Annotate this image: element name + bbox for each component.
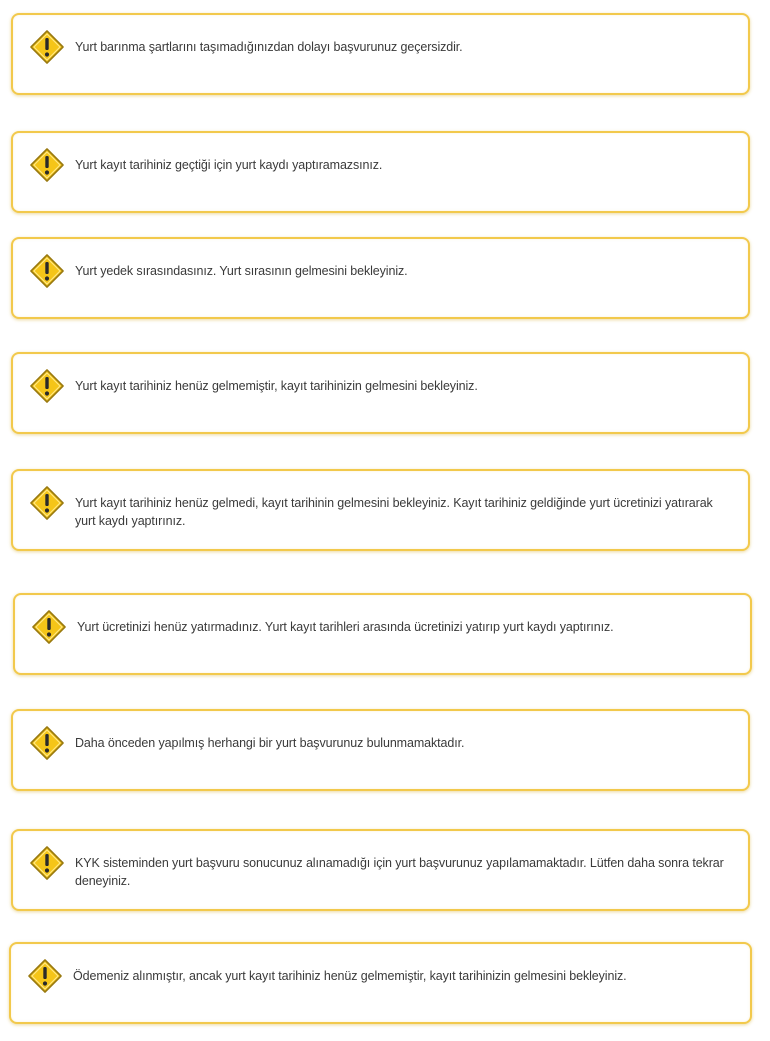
alert-box [11, 469, 750, 551]
alert-message: Daha önceden yapılmış herhangi bir yurt başvurunuz bulunmamaktadır. [75, 736, 465, 750]
alert-box [11, 709, 750, 791]
alert-box [11, 829, 750, 911]
alert-message: Yurt kayıt tarihiniz geçtiği için yurt kaydı yaptıramazsınız. [75, 158, 383, 172]
alert-box [13, 593, 752, 675]
alert-message: Ödemeniz alınmıştır, ancak yurt kayıt tarihiniz henüz gelmemiştir, kayıt tarihinizin gelmesini bekleyiniz. [73, 969, 627, 983]
warning-icon [31, 609, 67, 645]
alert-message: Yurt kayıt tarihiniz henüz gelmemiştir, kayıt tarihinizin gelmesini bekleyiniz. [75, 379, 478, 393]
warning-icon [29, 253, 65, 289]
alert-box [9, 942, 752, 1024]
alert-message: Yurt yedek sırasındasınız. Yurt sırasının gelmesini bekleyiniz. [75, 264, 408, 278]
warning-icon [29, 147, 65, 183]
alert-message: Yurt barınma şartlarını taşımadığınızdan dolayı başvurunuz geçersizdir. [75, 40, 463, 54]
warning-icon [29, 29, 65, 65]
warning-icon [29, 725, 65, 761]
warning-icon [29, 368, 65, 404]
alert-box [11, 131, 750, 213]
alert-message: KYK sisteminden yurt başvuru sonucunuz alınamadığı için yurt başvurunuz yapılamamaktadır. Lütfen daha sonra tekrar deneyiniz. [75, 856, 724, 888]
alert-box [11, 352, 750, 434]
alert-message: Yurt kayıt tarihiniz henüz gelmedi, kayıt tarihinin gelmesini bekleyiniz. Kayıt tarihiniz geldiğinde yurt ücretinizi yatırarak yurt kaydı yaptırınız. [75, 496, 713, 528]
alert-box [11, 237, 750, 319]
alert-box [11, 13, 750, 95]
warning-icon [29, 845, 65, 881]
warning-icon [27, 958, 63, 994]
warning-icon [29, 485, 65, 521]
alert-message: Yurt ücretinizi henüz yatırmadınız. Yurt kayıt tarihleri arasında ücretinizi yatırıp yurt kaydı yaptırınız. [77, 620, 614, 634]
